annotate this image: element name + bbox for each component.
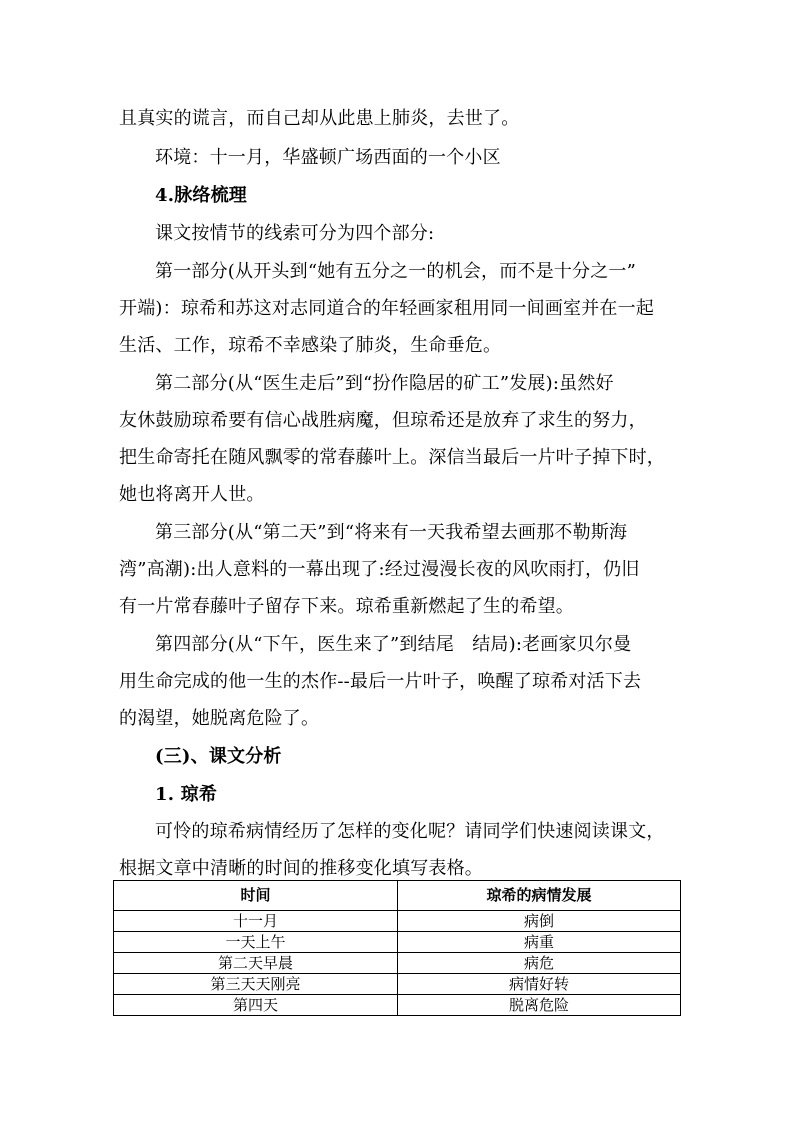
environment-line: 环境：十一月，华盛顿广场西面的一个小区 bbox=[155, 147, 501, 168]
subsection-heading-1: 1. 琼希 bbox=[155, 784, 218, 805]
paragraph-line: 且真实的谎言，而自己却从此患上肺炎，去世了。 bbox=[119, 108, 520, 129]
section-heading-3: (三)、课文分析 bbox=[155, 746, 282, 767]
table-header-row bbox=[114, 881, 681, 911]
table-cell-progress: 病危 bbox=[398, 953, 681, 974]
table-row bbox=[114, 932, 681, 953]
table-cell-progress: 病重 bbox=[398, 932, 681, 953]
table-row bbox=[114, 953, 681, 974]
part1-line-1: 第一部分(从开头到“她有五分之一的机会，而不是十分之一” bbox=[155, 261, 637, 282]
part2-line-4: 她也将离开人世。 bbox=[119, 484, 265, 505]
part4-line-2: 用生命完成的他一生的杰作--最后一片叶子，唤醒了琼希对活下去 bbox=[119, 671, 642, 692]
intro-line: 课文按情节的线索可分为四个部分: bbox=[155, 223, 435, 244]
section-heading-4: 4.脉络梳理 bbox=[155, 185, 247, 206]
part1-line-2: 开端)：琼希和苏这对志同道合的年轻画家租用同一间画室并在一起 bbox=[119, 298, 655, 319]
part2-line-2: 友休鼓励琼希要有信心战胜病魔，但琼希还是放弃了求生的努力， bbox=[119, 410, 647, 431]
table-cell-progress: 病情好转 bbox=[398, 974, 681, 995]
part3-line-2: 湾”高潮):出人意料的一幕出现了:经过漫漫长夜的风吹雨打，仍旧 bbox=[119, 559, 640, 580]
table-row bbox=[114, 911, 681, 932]
question-line-2: 根据文章中清晰的时间的推移变化填写表格。 bbox=[119, 858, 483, 879]
table-cell-time: 一天上午 bbox=[114, 932, 398, 953]
part3-line-1: 第三部分(从“第二天”到“将来有一天我希望去画那不勒斯海 bbox=[155, 522, 628, 543]
part1-line-3: 生活、工作，琼希不幸感染了肺炎，生命垂危。 bbox=[119, 335, 502, 356]
table-cell-progress: 病倒 bbox=[398, 911, 681, 932]
part3-line-3: 有一片常春藤叶子留存下来。琼希重新燃起了生的希望。 bbox=[119, 596, 574, 617]
part4-line-1: 第四部分(从“下午，医生来了”到结尾 结局):老画家贝尔曼 bbox=[155, 634, 632, 655]
table-cell-progress: 脱离危险 bbox=[398, 995, 681, 1016]
table-cell-time: 第三天天刚亮 bbox=[114, 974, 398, 995]
table-row bbox=[114, 974, 681, 995]
table-cell-time: 十一月 bbox=[114, 911, 398, 932]
illness-progress-table bbox=[113, 880, 681, 1016]
part4-line-3: 的渴望，她脱离危险了。 bbox=[119, 708, 320, 729]
part2-line-1: 第二部分(从“医生走后”到“扮作隐居的矿工”发展):虽然好 bbox=[155, 373, 614, 394]
table-header-time: 时间 bbox=[114, 881, 398, 911]
table-cell-time: 第二天早晨 bbox=[114, 953, 398, 974]
table-header-progress: 琼希的病情发展 bbox=[398, 881, 681, 911]
table-cell-time: 第四天 bbox=[114, 995, 398, 1016]
table-row bbox=[114, 995, 681, 1016]
part2-line-3: 把生命寄托在随风飘零的常春藤叶上。深信当最后一片叶子掉下时， bbox=[119, 447, 665, 468]
question-line-1: 可怜的琼希病情经历了怎样的变化呢？请同学们快速阅读课文， bbox=[155, 821, 665, 842]
